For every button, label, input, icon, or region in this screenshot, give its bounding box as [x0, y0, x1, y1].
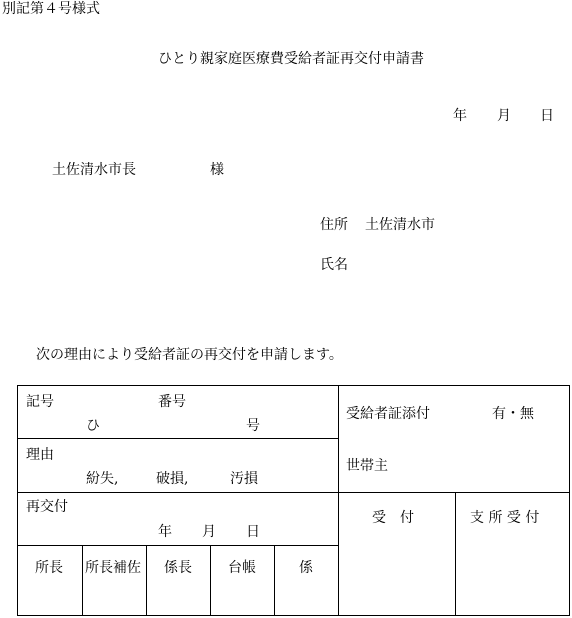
householder-label: 世帯主	[346, 458, 388, 474]
reason-damaged: 汚損	[230, 471, 258, 487]
certificate-attached-options: 有・無	[492, 406, 534, 422]
stamp-cell-assistant-director: 所長補佐	[85, 560, 141, 576]
form-number: 別記第４号様式	[2, 1, 100, 17]
branch-reception-label: 支 所 受 付	[470, 510, 540, 526]
date-month-label: 月	[497, 108, 511, 124]
reception-label: 受 付	[372, 510, 414, 526]
reissue-day-label: 日	[246, 524, 260, 540]
request-statement: 次の理由により受給者証の再交付を申請します。	[36, 347, 343, 363]
application-form-table	[17, 385, 570, 616]
row-line-1-left	[18, 438, 338, 439]
row-line-3-left	[18, 545, 338, 546]
divider-stamp-4	[274, 545, 275, 615]
reason-label: 理由	[26, 447, 54, 463]
stamp-cell-ledger: 台帳	[228, 560, 256, 576]
divider-reception	[455, 492, 456, 615]
stamp-cell-director: 所長	[35, 560, 63, 576]
divider-stamp-2	[146, 545, 147, 615]
reason-broken: 破損,	[156, 471, 189, 487]
kigou-label: 記号	[26, 394, 54, 410]
hi-label: ひ	[86, 418, 100, 434]
date-year-label: 年	[453, 108, 467, 124]
divider-stamp-1	[82, 545, 83, 615]
divider-stamp-3	[210, 545, 211, 615]
address-label: 住所	[320, 217, 348, 233]
stamp-cell-chief: 係長	[164, 560, 192, 576]
document-title: ひとり親家庭医療費受給者証再交付申請書	[158, 51, 424, 67]
row-line-2	[18, 492, 569, 493]
certificate-attached-label: 受給者証添付	[346, 406, 430, 422]
reissue-label: 再交付	[26, 499, 68, 515]
reason-loss: 紛失,	[86, 471, 119, 487]
reissue-year-label: 年	[158, 524, 172, 540]
address-value: 土佐清水市	[365, 217, 435, 233]
name-label: 氏名	[320, 257, 348, 273]
stamp-cell-staff: 係	[299, 560, 313, 576]
addressee-name: 土佐清水市長	[52, 162, 136, 178]
date-day-label: 日	[540, 108, 554, 124]
divider-main	[338, 386, 339, 615]
gou-label: 号	[246, 418, 260, 434]
reissue-month-label: 月	[202, 524, 216, 540]
bangou-label: 番号	[158, 394, 186, 410]
addressee-honorific: 様	[210, 162, 224, 178]
